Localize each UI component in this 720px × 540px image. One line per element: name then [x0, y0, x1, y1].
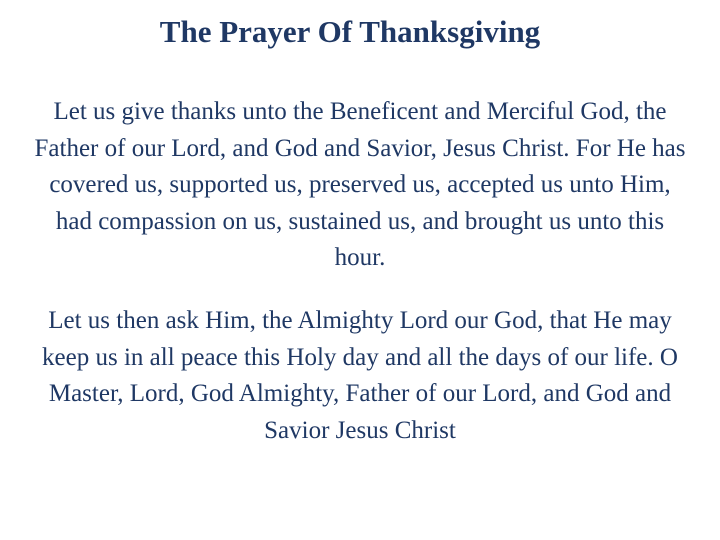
- slide-title: The Prayer Of Thanksgiving: [159, 14, 541, 49]
- paragraph-thanksgiving: Let us give thanks unto the Beneficent and Merciful God, the Father of our Lord, and God and Savior, Jesus Christ. For He has covered us, supported us, preserved us, accepted us unto Him, had compassion on us, sustained us, and brought us unto this hour.: [34, 98, 686, 271]
- paragraph-petition: Let us then ask Him, the Almighty Lord our God, that He may keep us in all peace this Holy day and all the days of our life. O Master, Lord, God Almighty, Father of our Lord, and God and Savior Jesus Christ: [42, 307, 678, 444]
